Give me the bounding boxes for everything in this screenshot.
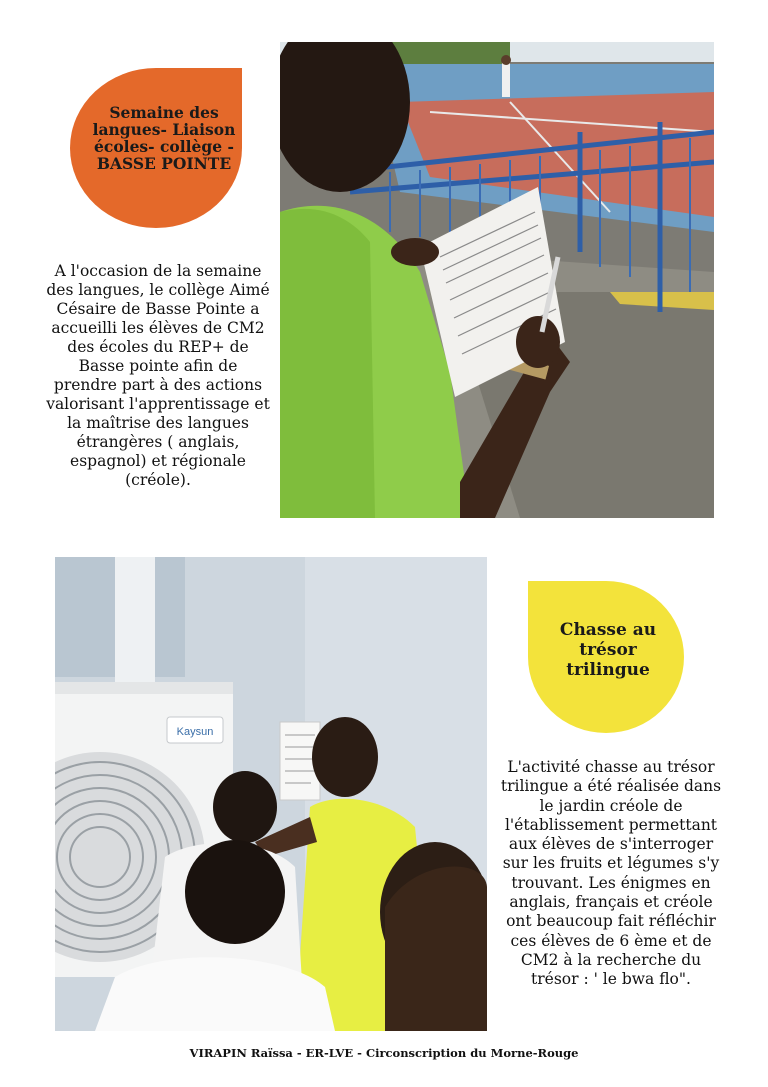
section1-paragraph: A l'occasion de la semaine des langues, le collège Aimé Césaire de Basse Pointe a accueilli les élèves de CM2 des écoles du REP+ de Basse pointe afin de prendre part à des actions valorisant l'apprentissage et la maîtrise des langues étrangères ( anglais, espagnol) et régionale (créole). (46, 262, 270, 489)
section2-paragraph: L'activité chasse au trésor trilingue a été réalisée dans le jardin créole de l'établissement permettant aux élèves de s'interroger sur les fruits et légumes s'y trouvant. Les énigmes en anglais, français et créole ont beaucoup fait réfléchir ces élèves de 6 ème et de CM2 à la recherche du trésor : ' le bwa flo". (500, 758, 722, 989)
photo-student-reading-sheet (280, 42, 714, 518)
photo-bottom-illustration (55, 557, 487, 1031)
footer-credit: VIRAPIN Raïssa - ER-LVE - Circonscription du Morne-Rouge (189, 1046, 579, 1060)
brand-label: Kaysun (176, 726, 214, 738)
section2-title: Chasse au trésor trilingue (559, 620, 657, 680)
photo-top-illustration (280, 42, 714, 518)
photo-students-treasure-hunt (55, 557, 487, 1031)
section1-title: Semaine des langues- Liaison écoles- collège - BASSE POINTE (92, 103, 236, 173)
